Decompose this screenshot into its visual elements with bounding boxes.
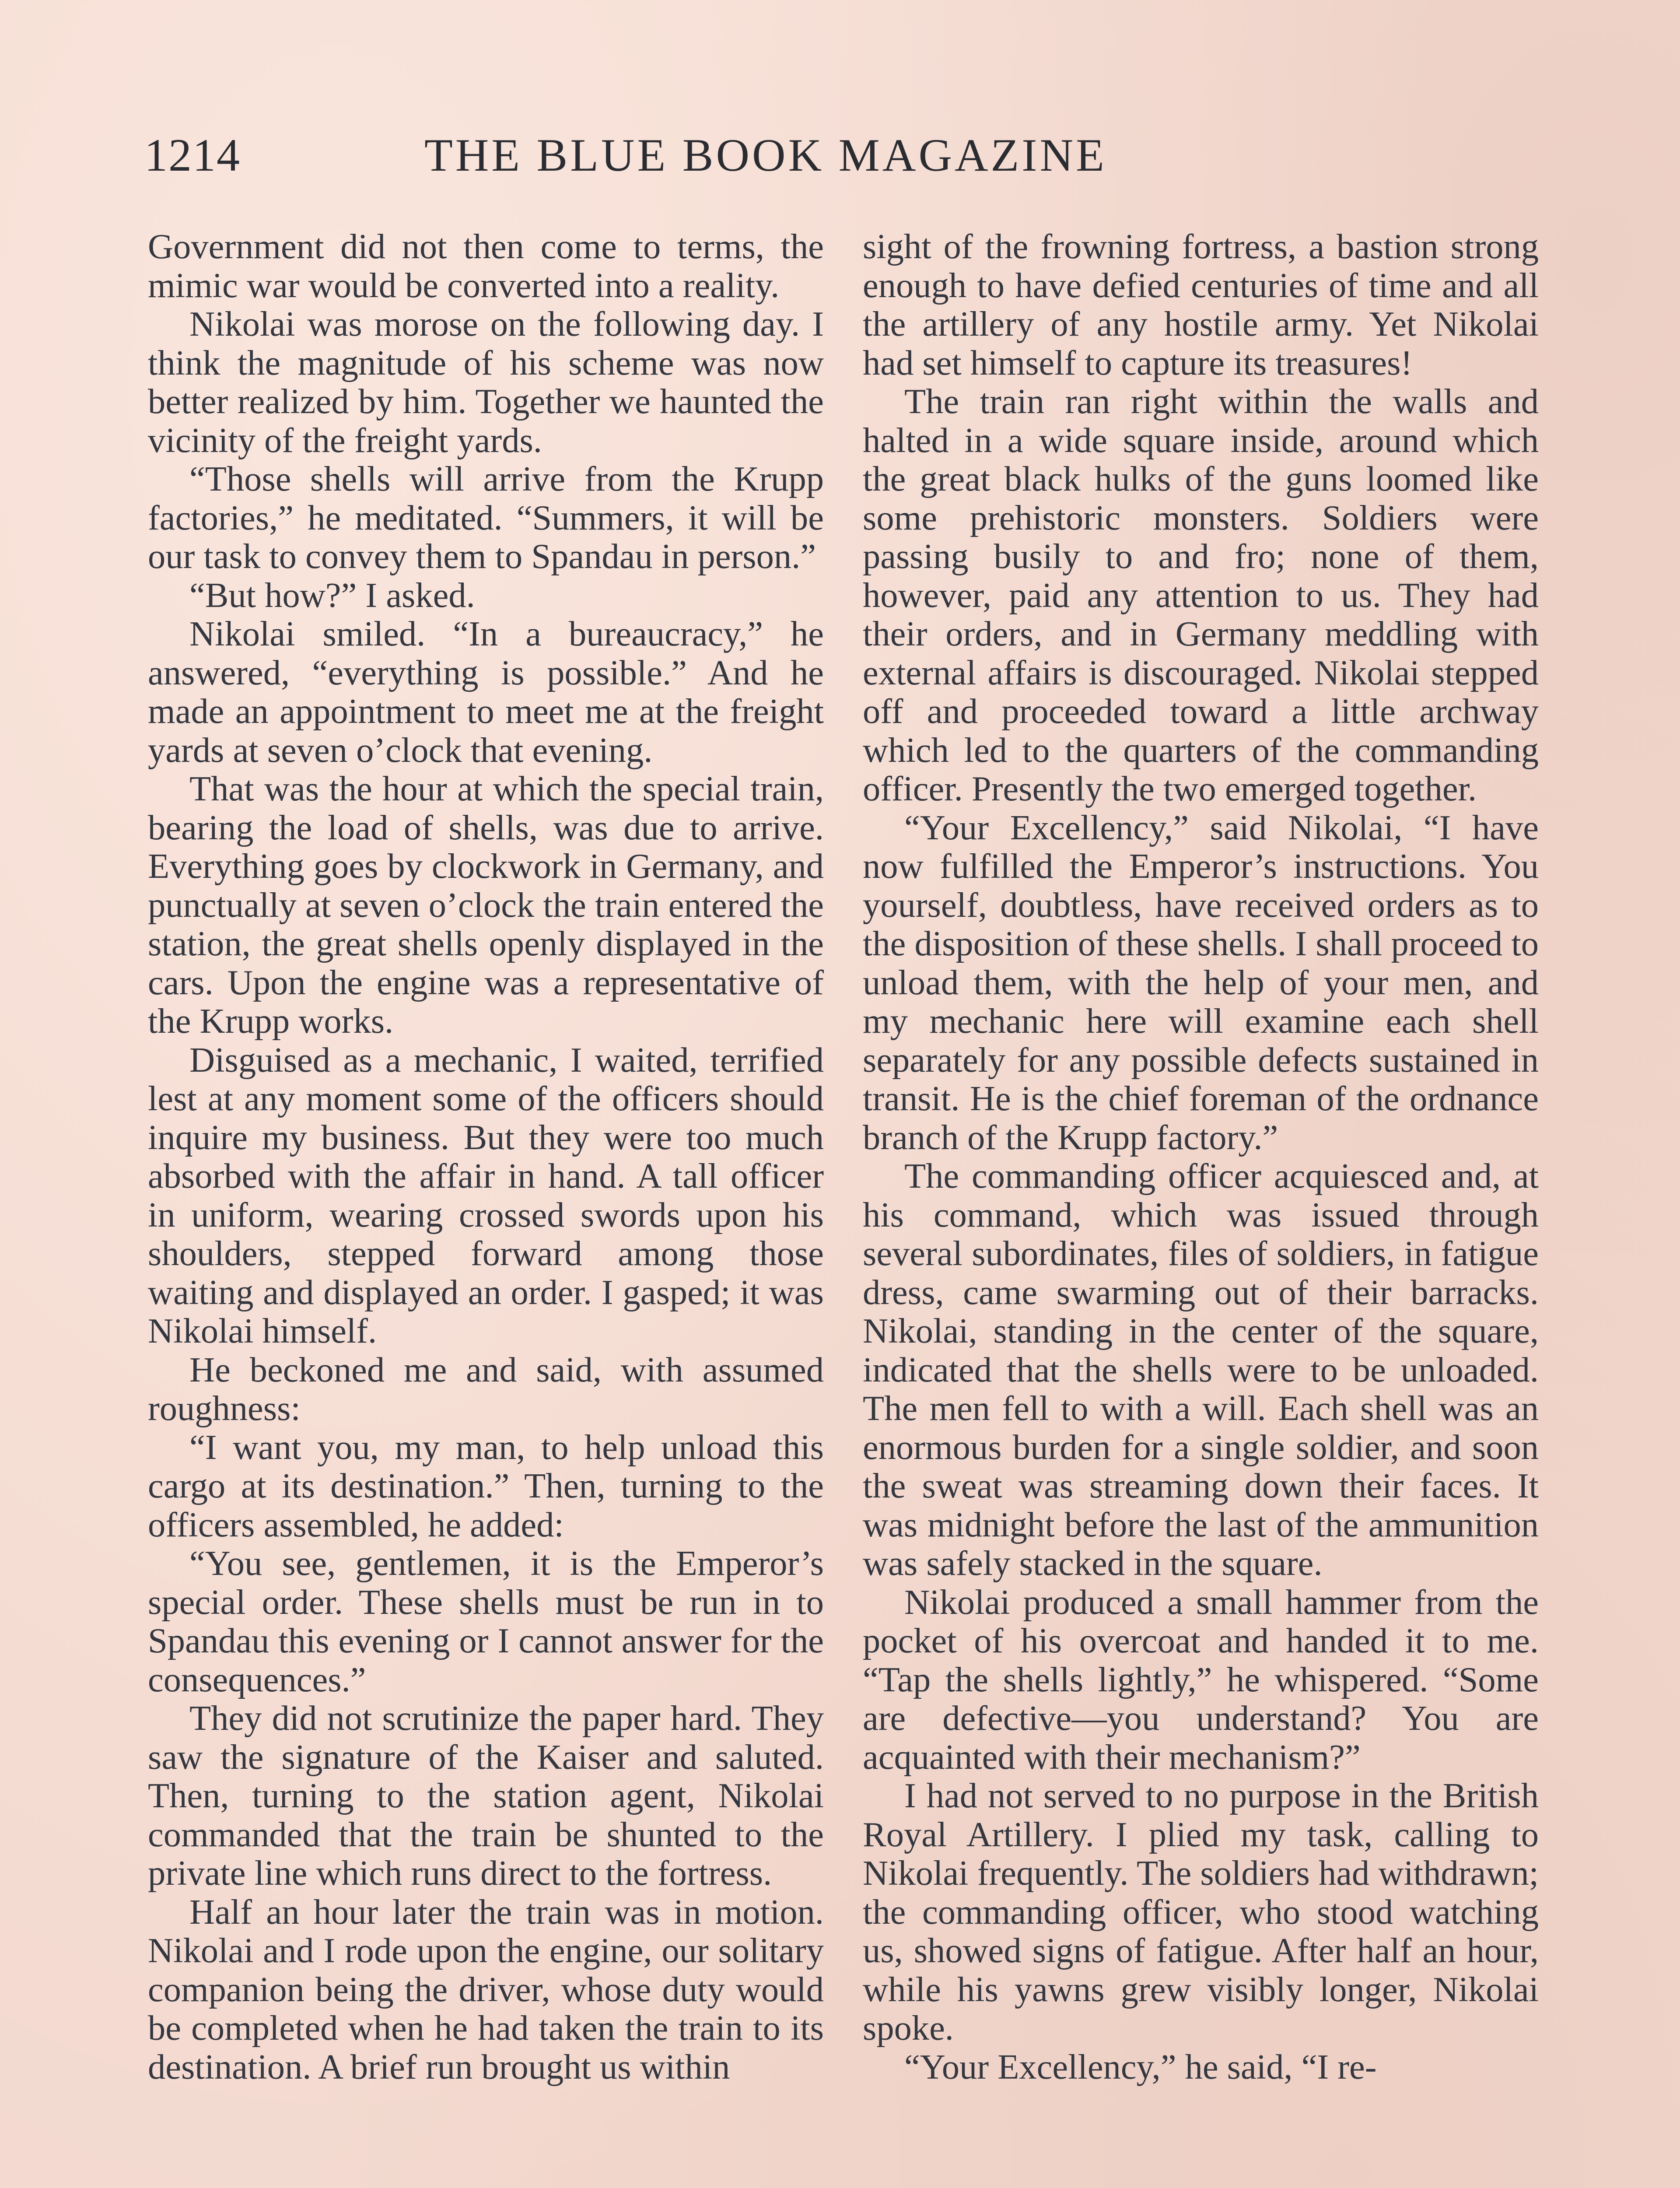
left-text-column (148, 228, 824, 2086)
paragraph: I had not served to no purpose in the British Royal Artillery. I plied my task, calling to Nikolai frequently. The soldiers had withdrawn; the commanding officer, who stood watching us, showed signs of fatigue. After half an hour, while his yawns grew visibly longer, Nikolai spoke. (863, 1776, 1539, 2048)
paragraph: Nikolai smiled. “In a bureaucracy,” he answered, “everything is possible.” And he made an appointment to meet me at the freight yards at seven o’clock that evening. (148, 614, 824, 770)
paragraph: That was the hour at which the special train, bearing the load of shells, was due to arrive. Everything goes by clockwork in Germany, and punctually at seven o’clock the train entered the station, the great shells openly displayed in the cars. Upon the engine was a representative of the Krupp works. (148, 769, 824, 1041)
paragraph: He beckoned me and said, with assumed roughness: (148, 1350, 824, 1428)
paragraph: “But how?” I asked. (189, 575, 475, 615)
paragraph: Nikolai produced a small hammer from the pocket of his overcoat and handed it to me. “Tap the shells lightly,” he whispered. “Some are defective—you understand? You are acquainted with their mechanism?” (863, 1582, 1539, 1777)
paragraph: sight of the frowning fortress, a bastion strong enough to have defied centuries of time and all the artillery of any hostile army. Yet Nikolai had set himself to capture its treasures! (863, 227, 1539, 382)
paragraph: The commanding officer acquiesced and, at his command, which was issued through several subordinates, files of soldiers, in fatigue dress, came swarming out of their barracks. Nikolai, standing in the center of the square, indicated that the shells were to be unloaded. The men fell to with a will. Each shell was an enormous burden for a single soldier, and soon the sweat was streaming down their faces. It was midnight before the last of the ammunition was safely stacked in the square. (863, 1157, 1539, 1583)
magazine-title: THE BLUE BOOK MAGAZINE (424, 130, 1107, 181)
right-text-column (863, 228, 1539, 2086)
paragraph: “I want you, my man, to help unload this cargo at its destination.” Then, turning to the officers assembled, he added: (148, 1427, 824, 1544)
paragraph: The train ran right within the walls and halted in a wide square inside, around which the great black hulks of the guns loomed like some prehistoric monsters. Soldiers were passing busily to and fro; none of them, however, paid any attention to us. They had their orders, and in Germany meddling with external affairs is discouraged. Nikolai stepped off and proceeded toward a little archway which led to the quarters of the commanding officer. Presently the two emerged together. (863, 382, 1539, 808)
paragraph: Disguised as a mechanic, I waited, terrified lest at any moment some of the officers should inquire my business. But they were too much absorbed with the affair in hand. A tall officer in uniform, wearing crossed swords upon his shoulders, stepped forward among those waiting and displayed an order. I gasped; it was Nikolai himself. (148, 1040, 824, 1350)
paragraph: Half an hour later the train was in motion. Nikolai and I rode upon the engine, our solitary companion being the driver, whose duty would be completed when he had taken the train to its destination. A brief run brought us within (148, 1892, 824, 2086)
paragraph: “Your Excellency,” he said, “I re- (904, 2047, 1377, 2086)
paragraph: “Those shells will arrive from the Krupp factories,” he meditated. “Summers, it will be our task to convey them to Spandau in person.” (148, 459, 824, 576)
paragraph: Government did not then come to terms, the mimic war would be converted into a reality. (148, 227, 824, 305)
paragraph: Nikolai was morose on the following day. I think the magnitude of his scheme was now better realized by him. Together we haunted the vicinity of the freight yards. (148, 305, 824, 460)
paragraph: They did not scrutinize the paper hard. They saw the signature of the Kaiser and saluted. Then, turning to the station agent, Nikolai commanded that the train be shunted to the private line which runs direct to the fortress. (148, 1699, 824, 1893)
paragraph: “You see, gentlemen, it is the Emperor’s special order. These shells must be run in to Spandau this evening or I cannot answer for the consequences.” (148, 1544, 824, 1699)
page-header (144, 127, 1536, 193)
paragraph: “Your Excellency,” said Nikolai, “I have now fulfilled the Emperor’s instructions. You yourself, doubtless, have received orders as to the disposition of these shells. I shall proceed to unload them, with the help of your men, and my mechanic here will examine each shell separately for any possible defects sustained in transit. He is the chief foreman of the ordnance branch of the Krupp factory.” (863, 808, 1539, 1157)
page-number: 1214 (144, 130, 241, 181)
